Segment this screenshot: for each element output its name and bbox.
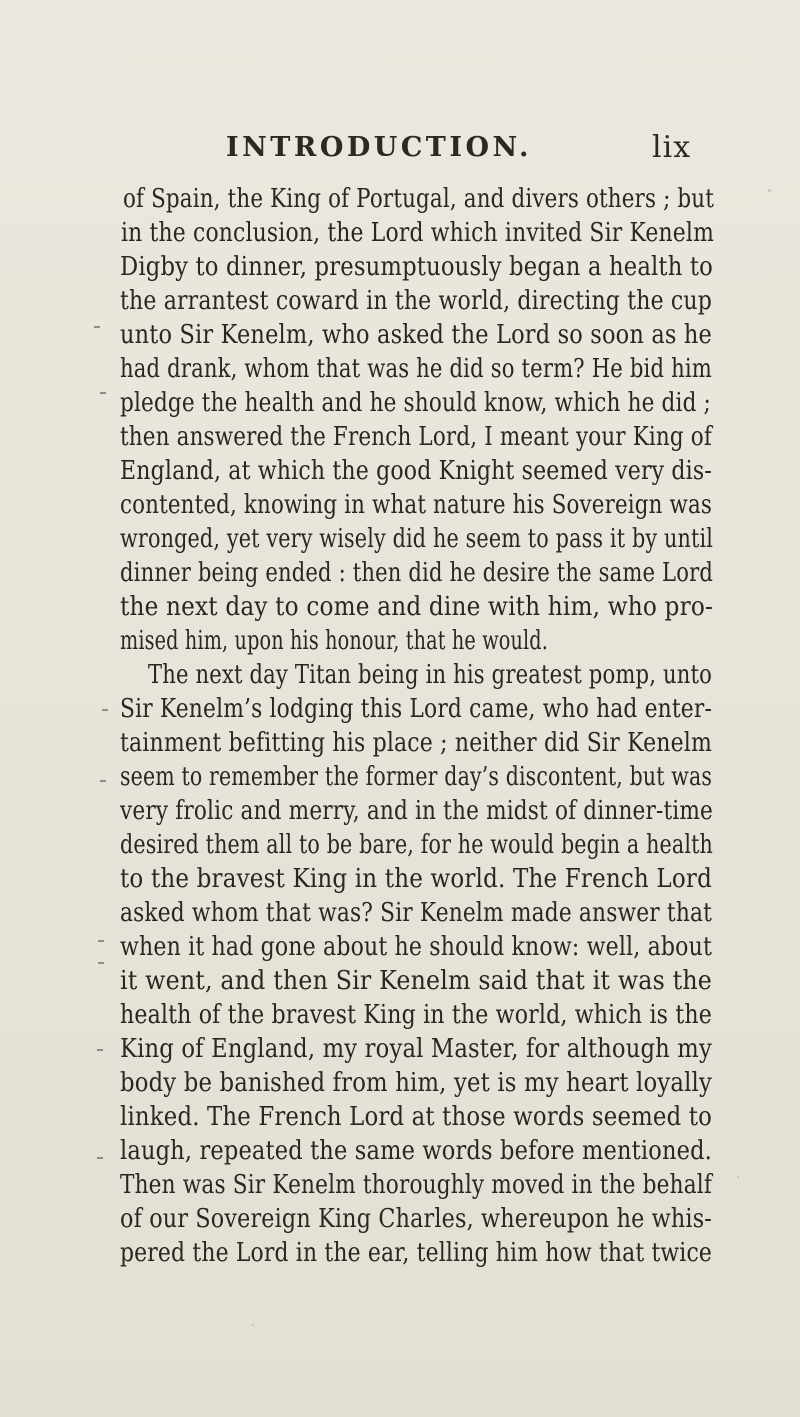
text-line: wronged, yet very wisely did he seem to pass it by until [120, 523, 714, 554]
text-line: had drank, whom that was he did so term? He bid him [120, 353, 712, 384]
text-line: pledge the health and he should know, which he did ; [120, 387, 711, 418]
text-line: of Spain, the King of Portugal, and divers others ; but [123, 183, 715, 214]
text-line: the next day to come and dine with him, who pro- [120, 591, 713, 622]
margin-mark [102, 709, 108, 711]
text-line: laugh, repeated the same words before mentioned. [120, 1135, 712, 1166]
running-head-title: INTRODUCTION. [226, 132, 532, 163]
text-line: The next day Titan being in his greatest pomp, unto [148, 659, 712, 690]
paper-speck [737, 1176, 739, 1178]
text-line: England, at which the good Knight seemed very dis- [120, 455, 712, 486]
paper-speck [768, 189, 771, 192]
text-line: when it had gone about he should know: well, about [120, 931, 712, 962]
text-line: Sir Kenelm’s lodging this Lord came, who had enter- [120, 693, 712, 724]
text-line: desired them all to be bare, for he would begin a health [120, 829, 713, 860]
text-line: King of England, my royal Master, for although my [120, 1033, 712, 1064]
text-line: body be banished from him, yet is my heart loyally [120, 1067, 712, 1098]
text-line: seem to remember the former day’s discontent, but was [120, 761, 713, 792]
margin-mark [98, 940, 104, 942]
text-line: to the bravest King in the world. The French Lord [120, 863, 712, 894]
text-line: dinner being ended : then did he desire the same Lord [120, 557, 713, 588]
margin-mark [98, 962, 104, 964]
margin-mark [100, 392, 106, 394]
page-number: lix [652, 130, 692, 165]
text-line: of our Sovereign King Charles, whereupon he whis- [120, 1203, 712, 1234]
text-line: very frolic and merry, and in the midst of dinner-time [120, 795, 713, 826]
text-line: health of the bravest King in the world, which is the [120, 999, 712, 1030]
text-line: Digby to dinner, presumptuously began a health to [120, 251, 713, 282]
text-line: unto Sir Kenelm, who asked the Lord so soon as he [120, 319, 713, 350]
margin-mark [100, 780, 106, 782]
text-line: in the conclusion, the Lord which invited Sir Kenelm [121, 217, 715, 248]
text-line: linked. The French Lord at those words seemed to [120, 1101, 713, 1132]
text-line: mised him, upon his honour, that he would. [120, 625, 549, 656]
margin-mark [94, 326, 100, 328]
paper-speck [252, 1324, 254, 1326]
text-line: asked whom that was? Sir Kenelm made answer that [120, 897, 713, 928]
margin-mark [97, 1157, 103, 1159]
margin-mark [97, 1049, 103, 1051]
text-line: the arrantest coward in the world, directing the cup [120, 285, 713, 316]
paper-speck [622, 613, 624, 615]
text-line: Then was Sir Kenelm thoroughly moved in the behalf [120, 1169, 712, 1200]
text-line: then answered the French Lord, I meant your King of [120, 421, 713, 452]
text-line: it went, and then Sir Kenelm said that it was the [120, 965, 713, 996]
text-line: contented, knowing in what nature his Sovereign was [120, 489, 712, 520]
text-line: tainment befitting his place ; neither did Sir Kenelm [120, 727, 713, 758]
page-header [0, 132, 800, 172]
text-line: pered the Lord in the ear, telling him how that twice [120, 1237, 713, 1268]
